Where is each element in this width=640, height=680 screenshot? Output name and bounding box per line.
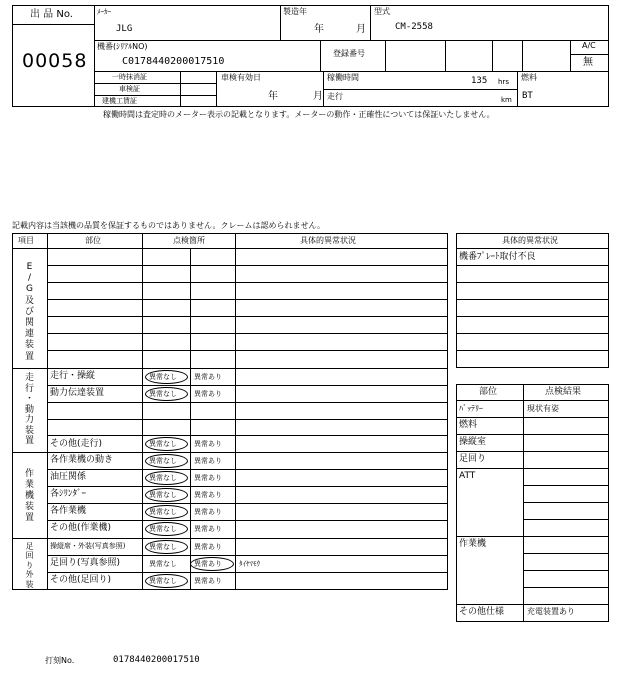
ac-value: 無 [583, 57, 593, 68]
ac-label: A/C [582, 41, 596, 50]
result-row-value: 充電装置あり [527, 607, 575, 616]
col-header-item: 項目 [18, 236, 34, 245]
ok-option[interactable]: 異常なし [149, 390, 177, 398]
ng-option[interactable]: 異常あり [194, 373, 222, 381]
col-header-part: 部位 [85, 236, 101, 245]
table-row-part: 走行・操縦 [50, 371, 96, 381]
stamp-label: 打刻No. [45, 656, 75, 665]
inspection-label: 車検有効日 [221, 73, 261, 82]
reg-label: 登録番号 [333, 49, 365, 58]
result-row-part: その他仕様 [459, 607, 505, 617]
ng-option[interactable]: 異常あり [194, 508, 222, 516]
table-row-part: 各作業機 [50, 506, 87, 516]
lot-label: 出 品 No. [30, 9, 73, 20]
serial-value: C0178440200017510 [122, 56, 225, 67]
ok-option[interactable]: 異常なし [149, 373, 177, 381]
table-row-part: 各作業機の動き [50, 455, 114, 465]
fuel-value: BT [522, 91, 533, 101]
table-row-part: その他(作業機) [50, 523, 112, 533]
table-row-part: 足回り(写真参照) [50, 558, 121, 568]
travel-label: 走行 [327, 92, 343, 101]
table-row-part: 各ｼﾘﾝﾀﾞｰ [50, 489, 87, 499]
year-label: 製造年 [283, 7, 307, 16]
result-row-part: ﾊﾞｯﾃﾘｰ [459, 404, 483, 413]
ng-option[interactable]: 異常あり [194, 560, 222, 568]
group-label-drive: 走 行 ・ 動 力 装 置 [24, 373, 34, 446]
table-row-part: 操縦席・外装(写真参照) [50, 542, 126, 550]
inspection-month: 月 [313, 91, 323, 102]
result-row-part: 足回り [459, 454, 487, 464]
km-unit: km [501, 96, 512, 104]
ok-option[interactable]: 異常なし [149, 508, 177, 516]
ng-option[interactable]: 異常あり [194, 525, 222, 533]
result-row-part: 操縦室 [459, 437, 487, 447]
maker-value: JLG [116, 24, 133, 34]
ok-option[interactable]: 異常なし [149, 543, 177, 551]
ok-option[interactable]: 異常なし [149, 577, 177, 585]
ok-option[interactable]: 異常なし [149, 491, 177, 499]
result-row-value: 現状有姿 [527, 404, 559, 413]
cert-label-1: 一時抹消証 [112, 73, 147, 81]
result-row-part: 燃料 [459, 420, 478, 430]
ok-option[interactable]: 異常なし [149, 474, 177, 482]
serial-label: 機番(ｼﾘｱﾙNO) [97, 42, 148, 51]
ok-option[interactable]: 異常なし [149, 440, 177, 448]
result-header-result: 点検結果 [545, 387, 582, 397]
table-row-part: その他(足回り) [50, 575, 112, 585]
table-row-detail: ﾀｲﾔﾏﾓｳ [239, 560, 260, 568]
fuel-label: 燃料 [521, 73, 537, 82]
cert-label-3: 建機工賃証 [102, 97, 137, 105]
ng-option[interactable]: 異常あり [194, 440, 222, 448]
ng-option[interactable]: 異常あり [194, 474, 222, 482]
table-row-part: その他(走行) [50, 439, 103, 449]
group-label-work: 作 業 機 装 置 [24, 469, 34, 523]
result-header-part: 部位 [479, 387, 498, 397]
ok-option[interactable]: 異常なし [149, 525, 177, 533]
group-label-undercarriage: 足 回 り 外 装 [25, 542, 34, 589]
abnormality-note: 機番ﾌﾟﾚｰﾄ取付不良 [459, 252, 536, 262]
ng-option[interactable]: 異常あり [194, 577, 222, 585]
cert-label-2: 車検証 [119, 85, 140, 93]
ng-option[interactable]: 異常あり [194, 491, 222, 499]
col-header-check: 点検箇所 [173, 236, 205, 245]
hours-unit: hrs [498, 78, 509, 86]
table-row-part: 油圧関係 [50, 472, 87, 482]
col-header-detail: 具体的異常状況 [300, 236, 356, 245]
ok-option[interactable]: 異常なし [149, 560, 177, 568]
year-unit: 年 [314, 24, 324, 35]
hours-note: 稼働時間は査定時のメーター表示の記載となります。メーターの動作・正確性については保証いたしません。 [103, 110, 495, 119]
ng-option[interactable]: 異常あり [194, 457, 222, 465]
ng-option[interactable]: 異常あり [194, 543, 222, 551]
ng-option[interactable]: 異常あり [194, 390, 222, 398]
group-label-engine: E / G 及 び 関 連 装 置 [24, 262, 34, 362]
lot-number: 00058 [22, 50, 88, 72]
model-value: CM-2558 [395, 22, 433, 32]
hours-value: 135 [471, 76, 488, 86]
table-row-part: 動力伝達装置 [50, 388, 105, 398]
maker-label: ﾒｰｶｰ [97, 8, 111, 16]
stamp-value: 0178440200017510 [113, 655, 200, 665]
abnormality-header: 具体的異常状況 [502, 236, 558, 245]
model-label: 型式 [374, 7, 390, 16]
month-unit: 月 [356, 24, 366, 35]
hours-label: 稼働時間 [327, 73, 359, 82]
result-row-part: 作業機 [459, 539, 487, 549]
disclaimer: 記載内容は当該機の品質を保証するものではありません。クレームは認められません。 [12, 221, 325, 230]
inspection-year: 年 [268, 91, 278, 102]
result-row-part: ATT [459, 471, 476, 481]
ok-option[interactable]: 異常なし [149, 457, 177, 465]
